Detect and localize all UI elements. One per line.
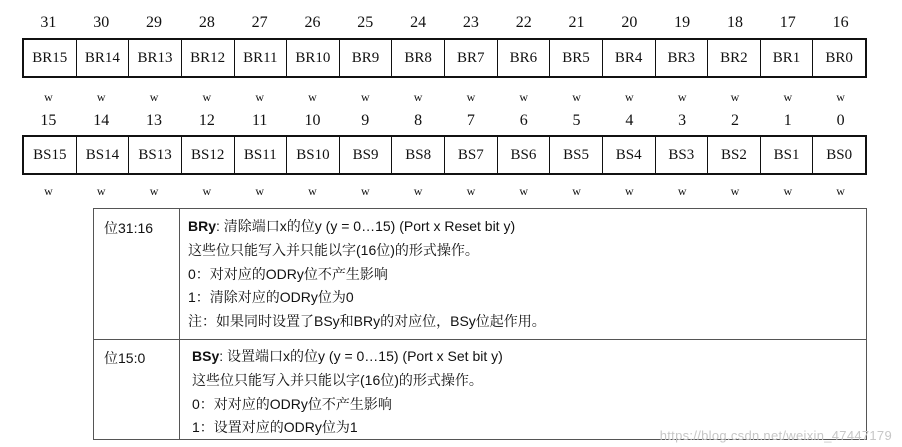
high-register-fields [22,38,867,78]
register-field: BS11 [234,137,287,173]
register-field: BS2 [707,137,760,173]
access-type: w [360,184,370,198]
register-field: BS7 [444,137,497,173]
register-field: BR14 [76,40,129,76]
register-field: BR15 [32,50,68,66]
access-type: w [519,90,529,104]
bit-number: 5 [572,112,581,129]
register-field: BR12 [181,40,234,76]
access-type: w [308,90,317,104]
access-type: w [413,90,423,104]
access-type: w [255,90,264,104]
access-type: w [44,184,53,198]
bit-number: 26 [304,14,321,31]
access-type: w [572,184,581,198]
register-field: BS6 [497,137,550,173]
bit-number: 24 [410,14,427,31]
register-field: BS1 [760,137,813,173]
bit-number: 15 [40,112,57,129]
description-title [188,216,546,240]
access-type: w [836,90,845,104]
access-type: w [677,90,687,104]
bit-number: 8 [414,112,423,129]
access-type: w [836,184,845,198]
bit-number: 3 [678,112,687,129]
column-divider [179,209,180,339]
access-type: w [677,184,687,198]
field-name: BRy [188,218,217,234]
description-line: 1：清除对应的ODRy位为0 [188,289,354,306]
description-title [192,346,503,370]
register-field: BS10 [286,137,339,173]
bit-number: 19 [674,14,691,31]
bit-number: 21 [568,14,585,31]
bit-number: 30 [93,14,110,31]
register-field: BR11 [234,40,287,76]
access-type: w [572,90,581,104]
bit-number: 14 [93,112,110,129]
register-field: BR2 [707,40,760,76]
bit-number: 18 [726,14,743,31]
register-field: BS5 [549,137,602,173]
bit-number: 29 [146,14,163,31]
bit-number: 25 [357,14,374,31]
access-type: w [413,184,423,198]
description-line: 0：对对应的ODRy位不产生影响 [188,265,388,282]
register-field: BR6 [497,40,550,76]
register-field: BR5 [549,40,602,76]
description-line: 这些位只能写入并只能以字(16位)的形式操作。 [188,241,479,258]
access-type: w [360,90,370,104]
bit-number: 28 [198,14,215,31]
high-access-row [22,90,867,104]
field-name: BSy [192,348,220,364]
bit-number: 23 [462,14,479,31]
description-text [192,346,503,441]
description-note: 注：如果同时设置了BSy和BRy的对应位，BSy位起作用。 [188,313,546,330]
access-type: w [202,90,212,104]
bit-number: 6 [519,112,528,129]
low-register-fields [22,135,867,175]
bit-number: 27 [251,14,268,31]
access-type: w [308,184,317,198]
register-field: BS12 [181,137,234,173]
description-row-bsy [94,339,866,439]
register-field: BR10 [286,40,339,76]
bit-number: 2 [730,112,739,129]
access-type: w [466,90,476,104]
register-field: BR8 [391,40,444,76]
bit-number: 31 [40,14,57,31]
description-line: 这些位只能写入并只能以字(16位)的形式操作。 [192,371,483,388]
bit-range-label: 位31:16 [104,220,154,236]
bit-number: 10 [304,112,321,129]
field-title: : 清除端口x的位y (y = 0…15) (Port x Reset bit y) [216,218,516,234]
low-access-row [22,184,867,198]
register-field: BR3 [655,40,708,76]
register-field: BS0 [812,137,865,173]
access-type: w [730,90,740,104]
access-type: w [519,184,529,198]
low-bit-numbers [22,110,867,132]
bit-number: 12 [198,112,215,129]
bit-number: 16 [832,14,849,31]
access-type: w [202,184,212,198]
access-type: w [783,184,793,198]
register-field: BS4 [602,137,655,173]
access-type: w [625,184,634,198]
register-field: BS14 [76,137,129,173]
access-type: w [149,90,159,104]
bit-number: 20 [621,14,638,31]
register-field: BR4 [602,40,655,76]
access-type: w [96,184,106,198]
access-type: w [466,184,476,198]
field-title: : 设置端口x的位y (y = 0…15) (Port x Set bit y) [219,348,503,364]
bit-number: 0 [836,112,845,129]
bit-number: 1 [783,112,792,129]
access-type: w [625,90,634,104]
description-line: 0：对对应的ODRy位不产生影响 [192,395,392,412]
register-field: BR1 [760,40,813,76]
register-field: BS15 [33,147,67,163]
bit-number: 11 [251,112,268,129]
bit-number: 7 [466,112,475,129]
bit-number: 22 [515,14,532,31]
bit-range-label: 位15:0 [104,350,146,366]
bit-number: 9 [361,112,370,129]
register-field: BR0 [812,40,865,76]
high-bit-numbers [22,12,867,34]
description-line: 1：设置对应的ODRy位为1 [192,419,358,436]
access-type: w [149,184,159,198]
access-type: w [96,90,106,104]
register-field: BR13 [128,40,181,76]
bit-description-table [93,208,867,440]
access-type: w [783,90,793,104]
register-field: BR9 [339,40,392,76]
description-text [188,216,546,335]
bit-number: 4 [625,112,634,129]
register-field: BS8 [391,137,444,173]
bit-number: 13 [146,112,163,129]
register-field: BS3 [655,137,708,173]
access-type: w [44,90,53,104]
access-type: w [730,184,740,198]
register-field: BS13 [128,137,181,173]
access-type: w [255,184,264,198]
description-row-bry [94,209,866,340]
bit-number: 17 [779,14,796,31]
register-field: BS9 [339,137,392,173]
column-divider [179,339,180,439]
watermark: https://blog.csdn.net/weixin_47447179 [659,428,892,443]
register-field: BR7 [444,40,497,76]
